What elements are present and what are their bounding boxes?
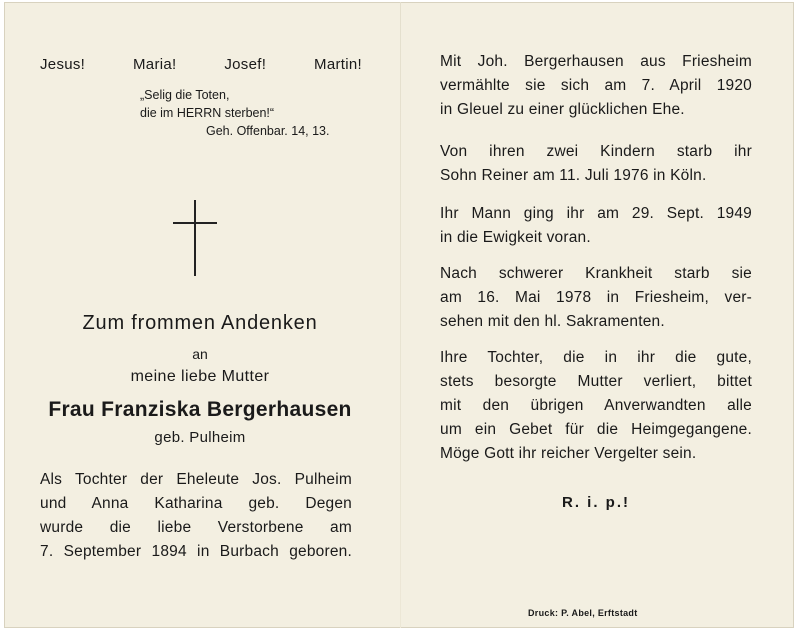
text-line: vermählte sie sich am 7. April 1920 [440,77,752,94]
text-line: in Gleuel zu einer glücklichen Ehe. [440,101,685,118]
mutter-text: meine liebe Mutter [130,368,270,385]
bio-line: wurde die liebe Verstorbene am [40,519,352,536]
card-fold-line [400,2,401,628]
children-paragraph [440,140,752,188]
deceased-name: Frau Franziska Bergerhausen [48,398,352,421]
invocations [40,56,362,73]
invocation-josef: Josef! [224,56,267,73]
text-line: Von ihren zwei Kindern starb ihr [440,143,752,160]
husband-paragraph [440,202,752,250]
bio-line: und Anna Katharina geb. Degen [40,495,352,512]
an-text: an [192,346,208,362]
quote-line: die im HERRN sterben!“ [140,106,275,120]
invocation-jesus: Jesus! [40,56,86,73]
death-paragraph [440,262,752,334]
invocation-maria: Maria! [133,56,177,73]
text-line: stets besorgte Mutter verliert, bittet [440,373,752,390]
andenken-heading: Zum frommen Andenken [82,312,318,334]
bible-quote [140,86,360,140]
text-line: mit den übrigen Anverwandten alle [440,397,752,414]
text-line: Sohn Reiner am 11. Juli 1976 in Köln. [440,167,707,184]
quote-line: „Selig die Toten, [140,88,230,102]
marriage-paragraph [440,50,752,122]
invocation-martin: Martin! [314,56,362,73]
prayer-paragraph [440,346,752,466]
text-line: in die Ewigkeit voran. [440,229,591,246]
text-line: am 16. Mai 1978 in Friesheim, ver- [440,289,752,306]
maiden-name: geb. Pulheim [154,429,246,446]
text-line: Ihre Tochter, die in ihr die gute, [440,349,752,366]
bio-line: Als Tochter der Eheleute Jos. Pulheim [40,471,352,488]
biography-paragraph [40,468,352,564]
quote-source: Geh. Offenbar. 14, 13. [206,124,330,138]
text-line: sehen mit den hl. Sakramenten. [440,313,665,330]
bio-line: 7. September 1894 in Burbach geboren. [40,543,352,560]
text-line: Nach schwerer Krankheit starb sie [440,265,752,282]
text-line: um ein Gebet für die Heimgegangene. [440,421,752,438]
text-line: Ihr Mann ging ihr am 29. Sept. 1949 [440,205,752,222]
text-line: Mit Joh. Bergerhausen aus Friesheim [440,53,752,70]
text-line: Möge Gott ihr reicher Vergelter sein. [440,445,697,462]
rip-text: R. i. p.! [562,494,630,511]
printer-credit: Druck: P. Abel, Erftstadt [528,608,638,618]
cross-icon [173,200,217,276]
